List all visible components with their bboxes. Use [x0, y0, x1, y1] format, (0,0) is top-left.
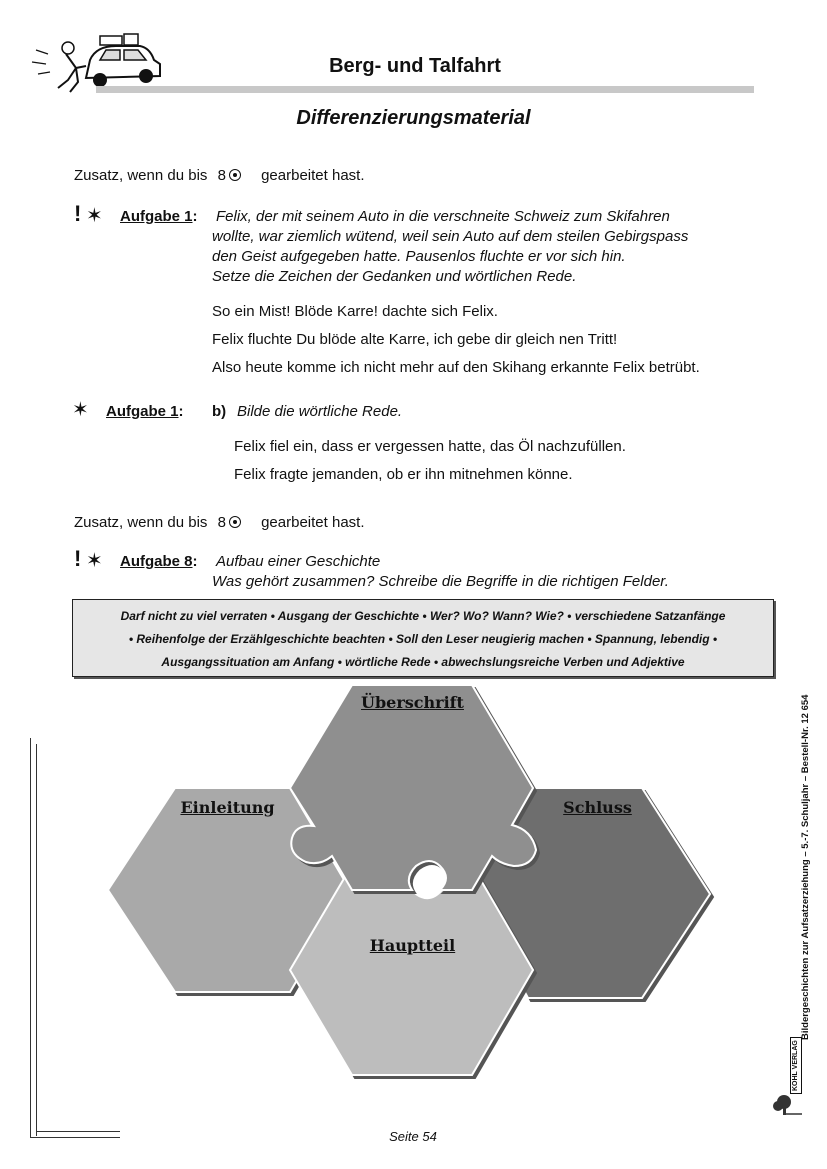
task1b-part: b) — [212, 403, 227, 420]
task1-text-line-1: Felix, der mit seinem Auto in die verschneite Schweiz zum Skifahren — [216, 208, 670, 225]
star-icon: ✶ — [86, 550, 103, 572]
word-box-line-1: Darf nicht zu viel verraten • Ausgang der Geschichte • Wer? Wo? Wann? Wie? • verschiedene Satzanfänge — [120, 609, 726, 623]
exclamation-icon: ! — [74, 546, 82, 571]
tree-icon — [772, 1092, 804, 1116]
hex-label-top: Überschrift — [361, 693, 464, 712]
frame-line — [36, 744, 37, 1136]
word-box-line-3: Ausgangssituation am Anfang • wörtliche Rede • abwechslungsreiche Verben und Adjektive — [161, 655, 685, 669]
target-icon — [229, 516, 241, 528]
frame-line — [36, 1131, 120, 1132]
header-rule — [96, 86, 754, 93]
sidebar-vertical-text: Bildergeschichten zur Aufsatzerziehung – 5.-7. Schuljahr – Bestell-Nr. 12 654 — [800, 694, 811, 1040]
zusatz-line-1: Zusatz, wenn du bis 8 gearbeitet hast. — [74, 167, 365, 184]
page-title: Berg- und Talfahrt — [329, 55, 501, 77]
puzzle-diagram — [100, 680, 720, 1120]
word-box — [72, 599, 774, 677]
hex-top — [290, 685, 536, 890]
task1b-sentence-1: Felix fiel ein, dass er vergessen hatte, das Öl nachzufüllen. — [234, 438, 626, 455]
exclamation-icon: ! — [74, 201, 82, 226]
frame-line — [30, 1137, 120, 1138]
zusatz-line-2: Zusatz, wenn du bis 8 gearbeitet hast. — [74, 514, 365, 531]
star-icon: ✶ — [86, 205, 103, 227]
task1-label: Aufgabe 1: — [120, 208, 198, 225]
task8-line-1: Aufbau einer Geschichte — [216, 553, 381, 570]
task8-label: Aufgabe 8: — [120, 553, 198, 570]
task1-text-line-4: Setze die Zeichen der Gedanken und wörtlichen Rede. — [212, 268, 577, 285]
task1-text-line-2: wollte, war ziemlich wütend, weil sein Auto auf dem steilen Gebirgspass — [212, 228, 689, 245]
publisher-logo: KOHL VERLAG — [790, 1094, 802, 1106]
task8-line-2: Was gehört zusammen? Schreibe die Begriffe in die richtigen Felder. — [212, 573, 669, 590]
target-icon — [229, 169, 241, 181]
word-box-line-2: • Reihenfolge der Erzählgeschichte beachten • Soll den Leser neugierig machen • Spannung, lebendig • — [128, 632, 718, 646]
hex-label-left: Einleitung — [180, 798, 275, 817]
task1b-label: Aufgabe 1: — [106, 403, 184, 420]
hex-label-right: Schluss — [563, 798, 632, 817]
page-number: Seite 54 — [389, 1129, 437, 1144]
task1b-instruction: Bilde die wörtliche Rede. — [237, 403, 403, 420]
task1-sentence-2: Felix fluchte Du blöde alte Karre, ich gebe dir gleich nen Tritt! — [212, 331, 618, 348]
task1-text-line-3: den Geist aufgegeben hatte. Pausenlos fluchte er vor sich hin. — [212, 248, 626, 265]
hex-label-bottom: Hauptteil — [369, 936, 456, 955]
task1-sentence-3: Also heute komme ich nicht mehr auf den Skihang erkannte Felix betrübt. — [212, 359, 700, 376]
task1b-sentence-2: Felix fragte jemanden, ob er ihn mitnehmen könne. — [234, 466, 573, 483]
star-icon: ✶ — [72, 399, 89, 421]
task1-sentence-1: So ein Mist! Blöde Karre! dachte sich Felix. — [212, 303, 498, 320]
page-subtitle: Differenzierungsmaterial — [296, 107, 531, 129]
frame-line — [30, 738, 31, 1138]
